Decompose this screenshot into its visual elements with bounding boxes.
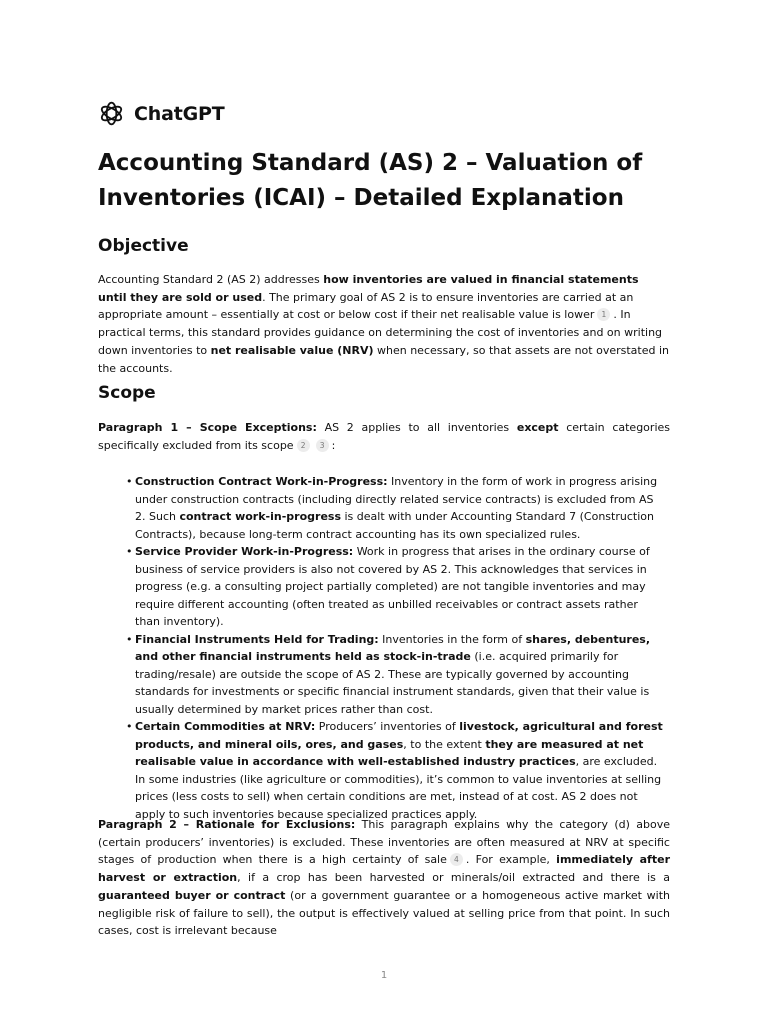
scope-paragraph-2	[98, 816, 670, 940]
text-run: , are excluded. In some industries (like agriculture or commodities), it’s common to value inventories at selling prices (less costs to sell) when certain conditions are met, instead of at cost. AS 2 does not apply to such inventories because specialized practices apply.	[135, 755, 662, 821]
paragraph-label: Paragraph 1 – Scope Exceptions:	[98, 421, 317, 434]
item-label: Construction Contract Work-in-Progress:	[135, 475, 388, 488]
list-item	[126, 718, 666, 823]
list-item	[126, 631, 666, 719]
text-bold: contract work-in-progress	[179, 510, 341, 523]
text-run: , if a crop has been harvested or minerals/oil extracted and there is a	[237, 871, 671, 885]
scope-heading: Scope	[98, 383, 156, 403]
openai-logo-icon	[98, 100, 125, 127]
text-run: :	[331, 438, 336, 452]
text-bold: shares, debentures, and other financial instruments held as stock-in-trade	[135, 632, 651, 663]
text-run: (i.e. acquired primarily for trading/resale) are outside the scope of AS 2. These are typically governed by accounting standards for investments or specific financial instrument standards, given that their value is usually determined by market prices rather than cost.	[135, 650, 650, 716]
item-label: Certain Commodities at NRV:	[135, 720, 316, 733]
text-bold: guaranteed buyer or contract	[98, 888, 286, 902]
citation-badge[interactable]: 2	[297, 439, 310, 452]
citation-badge[interactable]: 4	[450, 853, 463, 866]
text-run: certain categories specifically excluded from its scope	[98, 421, 670, 452]
text-run: is dealt with under Accounting Standard 7 (Construction Contracts), because long-term contract accounting has its own specialized rules.	[135, 510, 654, 541]
objective-paragraph	[98, 271, 670, 377]
citation-badge[interactable]: 1	[597, 308, 610, 321]
text-run: , to the extent	[403, 737, 486, 751]
text-bold: immediately after harvest or extraction	[98, 853, 670, 885]
text-run: (or a government guarantee or a homogeneous active market with negligible risk of failure to sell), the output is effectively valued at selling price from that point. In such cases, cost is irrelevant because	[98, 888, 670, 938]
text-bold: they are measured at net realisable value in accordance with well-established industry practices	[135, 737, 644, 768]
page-title: Accounting Standard (AS) 2 – Valuation of Inventories (ICAI) – Detailed Explanation	[98, 150, 643, 211]
text-run: This paragraph explains why the category (d) above (certain producers’ inventories) is excluded. These inventories are often measured at NRV at specific stages of production when there is a high certainty of sale	[98, 818, 670, 867]
text-bold: how inventories are valued in financial statements until they are sold or used	[98, 273, 639, 304]
brand-name: ChatGPT	[134, 102, 225, 125]
text-run: AS 2 applies to all inventories	[316, 421, 517, 434]
list-item	[126, 473, 666, 543]
text-run: Inventories in the form of	[378, 632, 526, 646]
text-run: Work in progress that arises in the ordinary course of business of service providers is also not covered by AS 2. This acknowledges that services in progress (e.g. a consulting project partially completed) are not tangible inventories and may require different accounting (often treated as unbilled receivables or contract assets rather than inventory).	[135, 545, 650, 628]
paragraph-label: Paragraph 2 – Rationale for Exclusions:	[98, 818, 356, 831]
item-label: Service Provider Work-in-Progress:	[135, 545, 354, 558]
list-item	[126, 543, 666, 631]
text-run: Producers’ inventories of	[315, 720, 460, 733]
text-run: when necessary, so that assets are not overstated in the accounts.	[98, 343, 669, 375]
text-run: . The primary goal of AS 2 is to ensure inventories are carried at an appropriate amount – essentially at cost or below cost if their net realisable value is lower	[98, 290, 634, 322]
page-number: 1	[380, 970, 388, 981]
text-bold: except	[516, 421, 559, 434]
citation-badge[interactable]: 3	[316, 439, 329, 452]
text-bold: net realisable value (NRV)	[210, 343, 374, 357]
brand-header	[98, 100, 224, 127]
objective-heading: Objective	[98, 236, 189, 256]
text-run: . In practical terms, this standard provides guidance on determining the cost of inventories and on writing down inventories to	[98, 308, 663, 357]
text-run: Inventory in the form of work in progress arising under construction contracts (including directly related service contracts) is excluded from AS 2. Such	[135, 475, 658, 523]
scope-exceptions-list	[126, 473, 666, 823]
text-run: . For example,	[465, 853, 557, 867]
text-bold: livestock, agricultural and forest products, and mineral oils, ores, and gases	[135, 720, 663, 751]
scope-paragraph-1	[98, 419, 670, 454]
item-label: Financial Instruments Held for Trading:	[135, 632, 379, 646]
text-run: Accounting Standard 2 (AS 2) addresses	[98, 273, 324, 286]
